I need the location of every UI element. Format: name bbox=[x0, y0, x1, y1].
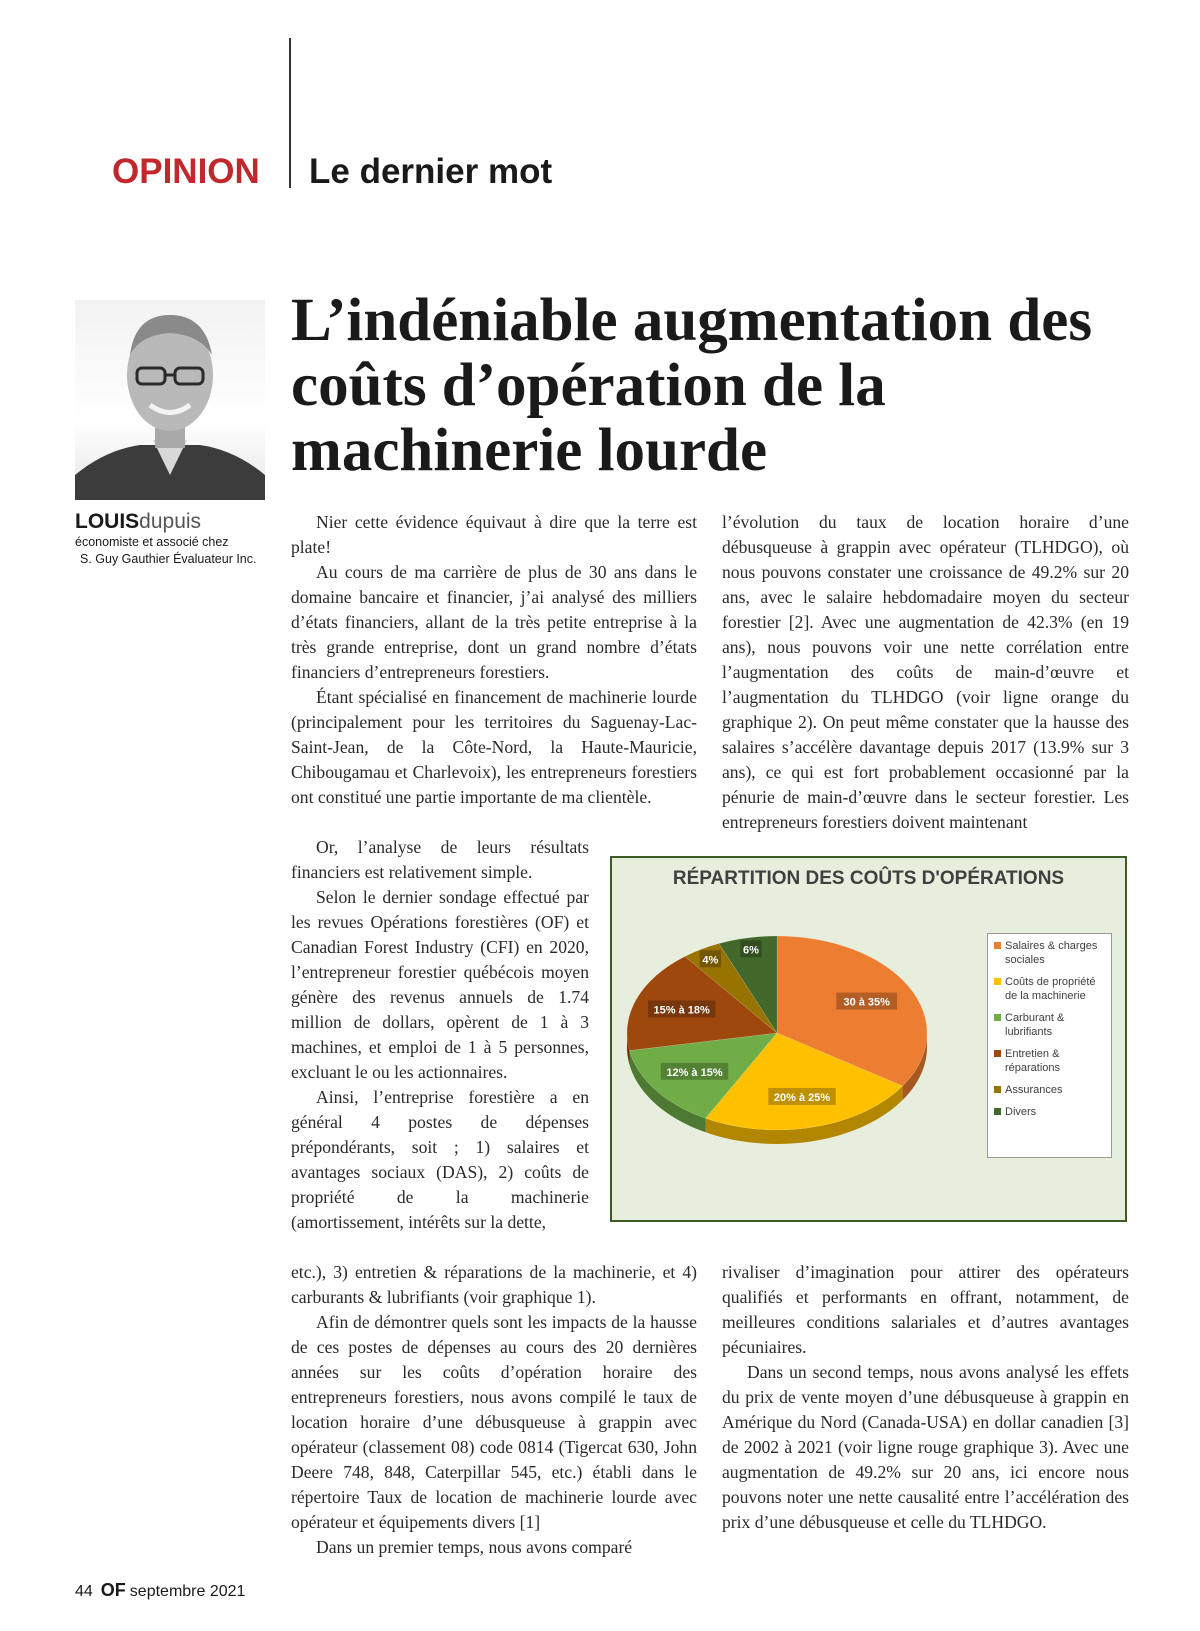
pie-data-label bbox=[740, 940, 761, 957]
legend-label: Coûts de propriété de la machinerie bbox=[1005, 976, 1096, 1002]
legend-swatch bbox=[994, 1050, 1001, 1057]
section-divider bbox=[289, 38, 291, 188]
column-1-bottom bbox=[291, 1260, 697, 1560]
legend-label: Divers bbox=[1005, 1106, 1037, 1118]
magazine-name: OF bbox=[100, 1580, 126, 1600]
pie-data-label-text: 30 à 35% bbox=[843, 996, 890, 1009]
page-footer bbox=[75, 1580, 245, 1601]
paragraph: Afin de démontrer quels sont les impacts de la hausse de ces postes de dépenses au cours des 20 dernières années sur les coûts d’opération horaire des entrepreneurs forestiers, nous avons compilé le taux de location horaire d’une débusqueuse à grappin avec opérateur (classement 08) code 0814 (Tigercat 630, John Deere 748, 848, Caterpillar 545, etc.) établi dans le répertoire Taux de location de machinerie lourde avec opérateur et équipements divers [1] bbox=[291, 1312, 697, 1532]
legend-label: Carburant & lubrifiants bbox=[1005, 1012, 1065, 1038]
pie-data-label bbox=[661, 1063, 728, 1080]
pie-data-label bbox=[700, 950, 721, 967]
legend-item bbox=[994, 1083, 1107, 1097]
issue-date: septembre 2021 bbox=[129, 1583, 246, 1600]
legend-swatch bbox=[994, 942, 1001, 949]
legend-label: Entretien & réparations bbox=[1005, 1048, 1061, 1074]
chart-legend bbox=[987, 933, 1112, 1158]
legend-item bbox=[994, 1105, 1107, 1119]
legend-item bbox=[994, 975, 1107, 1003]
author-role bbox=[75, 534, 270, 568]
legend-swatch bbox=[994, 1086, 1001, 1093]
legend-label: Assurances bbox=[1005, 1084, 1063, 1096]
paragraph: etc.), 3) entretien & réparations de la machinerie, et 4) carburants & lubrifiants (voir graphique 1). bbox=[291, 1262, 697, 1307]
author-role-line1: économiste et associé chez bbox=[75, 535, 229, 549]
column-1-narrow bbox=[291, 835, 589, 1235]
paragraph: Ainsi, l’entreprise forestière a en général 4 postes de dépenses prépondérants, soit ; 1) salaires et avantages sociaux (DAS), 2) coûts de propriété de la machinerie (amortissement, intérêts sur la dette, bbox=[291, 1087, 589, 1232]
pie-data-label-text: 6% bbox=[743, 944, 759, 957]
pie-data-label-text: 12% à 15% bbox=[666, 1066, 723, 1079]
author-photo bbox=[75, 300, 265, 500]
pie-data-label-text: 4% bbox=[702, 954, 719, 967]
legend-swatch bbox=[994, 978, 1001, 985]
author-first-name: LOUIS bbox=[75, 510, 140, 533]
column-1-top bbox=[291, 510, 697, 810]
headline: L’indéniable augmentation des coûts d’opération de la machinerie lourde bbox=[291, 287, 1093, 484]
paragraph: Or, l’analyse de leurs résultats financiers est relativement simple. bbox=[291, 837, 589, 882]
pie-data-label bbox=[768, 1088, 835, 1105]
paragraph: Dans un premier temps, nous avons comparé bbox=[316, 1537, 633, 1557]
chart-title: RÉPARTITION DES COÛTS D'OPÉRATIONS bbox=[672, 868, 1065, 889]
legend-item bbox=[994, 939, 1107, 967]
pie-data-label-text: 15% à 18% bbox=[653, 1004, 710, 1017]
legend-swatch bbox=[994, 1014, 1001, 1021]
author-name bbox=[75, 510, 201, 534]
author-last-name: dupuis bbox=[139, 510, 202, 533]
paragraph: rivaliser d’imagination pour attirer des opérateurs qualifiés et performants en offrant, notamment, de meilleures conditions salariales et d’autres avantages pécuniaires. bbox=[722, 1262, 1129, 1357]
paragraph: Nier cette évidence équivaut à dire que la terre est plate! bbox=[291, 512, 697, 557]
column-name: Le dernier mot bbox=[309, 152, 553, 191]
pie-chart-svg bbox=[622, 908, 982, 1208]
legend-swatch bbox=[994, 1108, 1001, 1115]
author-role-line2: S. Guy Gauthier Évaluateur Inc. bbox=[80, 552, 257, 566]
paragraph: Selon le dernier sondage effectué par les revues Opérations forestières (OF) et Canadian Forest Industry (CFI) en 2020, l’entrepreneur forestier québécois moyen génère des revenus annuels de 1.74 million de dollars, opèrent de 1 à 3 machines, et emploi de 1 à 5 personnes, excluant le ou les actionnaires. bbox=[291, 887, 589, 1082]
paragraph: l’évolution du taux de location horaire d’une débusqueuse à grappin avec opérateur (TLHDGO), où nous pouvons constater une croissance de 49.2% sur 20 ans, avec le salaire hebdomadaire moyen du secteur forestier [2]. Avec une augmentation de 42.3% (en 19 ans), nous pouvons voir une nette corrélation entre l’augmentation des coûts de main-d’œuvre et l’augmentation du TLHDGO (voir ligne orange du graphique 2). On peut même constater que la hausse des salaires s’accélère davantage depuis 2017 (13.9% sur 3 ans), ce qui est fort probablement occasionné par la pénurie de main-d’œuvre dans le secteur forestier. Les entrepreneurs forestiers doivent maintenant bbox=[722, 512, 1129, 832]
paragraph: Au cours de ma carrière de plus de 30 ans dans le domaine bancaire et financier, j’ai analysé des milliers d’états financiers, allant de la très petite entreprise à la très grande entreprise, dont un grand nombre d’états financiers d’entrepreneurs forestiers. bbox=[291, 562, 697, 682]
paragraph: Dans un second temps, nous avons analysé les effets du prix de vente moyen d’une débusqueuse à grappin en Amérique du Nord (Canada-USA) en dollar canadien [3] de 2002 à 2021 (voir ligne rouge graphique 3). Avec une augmentation de 49.2% sur 20 ans, ici encore nous pouvons noter une nette causalité entre l’accélération des prix d’une débusqueuse et celle du TLHDGO. bbox=[722, 1362, 1129, 1532]
page-number: 44 bbox=[75, 1583, 93, 1600]
column-2-bottom bbox=[722, 1260, 1129, 1535]
pie-data-label-text: 20% à 25% bbox=[773, 1091, 831, 1104]
pie-chart bbox=[610, 856, 1127, 1222]
column-2-top bbox=[722, 510, 1129, 832]
legend-item bbox=[994, 1011, 1107, 1039]
paragraph: Étant spécialisé en financement de machinerie lourde (principalement pour les territoires du Saguenay-Lac-Saint-Jean, de la Côte-Nord, la Haute-Mauricie, Chibougamau et Charlevoix), les entrepreneurs forestiers ont constitué une partie importante de ma clientèle. bbox=[291, 687, 697, 807]
legend-item bbox=[994, 1047, 1107, 1075]
legend-label: Salaires & charges sociales bbox=[1005, 940, 1098, 966]
section-label: OPINION bbox=[112, 152, 260, 191]
pie-data-label bbox=[836, 993, 897, 1010]
pie-data-label bbox=[648, 1001, 715, 1018]
